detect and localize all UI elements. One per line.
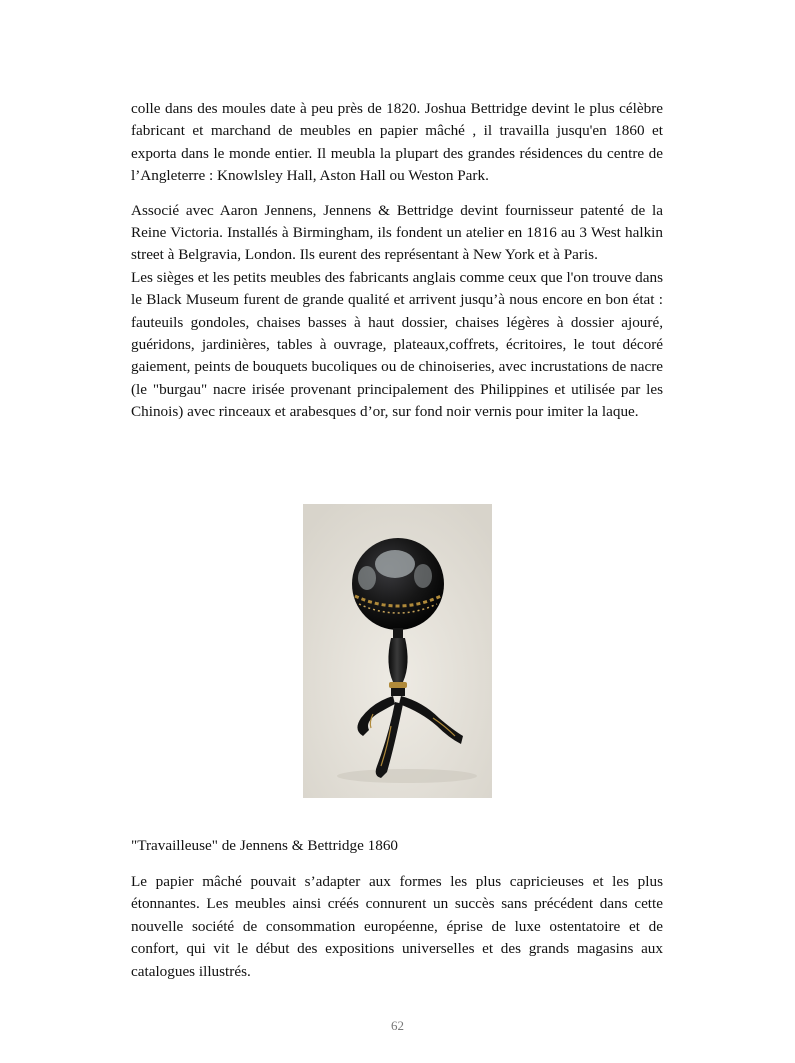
main-text bbox=[131, 98, 663, 424]
paragraph-1: colle dans des moules date à peu près de 1820. Joshua Bettridge devint le plus célèbre fabricant et marchand de meubles en papier mâché , il travailla jusqu'en 1860 et exporta dans le monde entier. Il meubla la plupart des grandes résidences du centre de l’Angleterre : Knowlsley Hall, Aston Hall ou Weston Park. bbox=[131, 100, 663, 185]
page-number: 62 bbox=[391, 1018, 404, 1033]
paragraph-3: Les sièges et les petits meubles des fabricants anglais comme ceux que l'on trouve dans le Black Museum furent de grande qualité et arrivent jusqu’à nous encore en bon état : fauteuils gondoles, chaises basses à haut dossier, chaises légères à dossier ajouré, guéridons, jardinières, tables à ouvrage, plateaux,coffrets, écritoires, le tout décoré gaiement, peints de bouquets bucoliques ou de chinoiseries, avec incrustations de nacre (le "burgau" nacre irisée provenant principalement des Philippines et utilisée par les Chinois) avec rinceaux et arabesques d’or, sur fond noir vernis pour imiter la laque. bbox=[131, 268, 663, 421]
paragraph-2: Associé avec Aaron Jennens, Jennens & Bettridge devint fournisseur patenté de la Reine Victoria. Installés à Birmingham, ils fondent un atelier en 1816 au 3 West halkin street à Belgravia, London. Ils eurent des représentant à New York et à Paris. bbox=[131, 201, 663, 264]
photo-travailleuse bbox=[303, 504, 492, 798]
figure-caption: "Travailleuse" de Jennens & Bettridge 1860 bbox=[131, 837, 399, 854]
closing-text bbox=[131, 871, 663, 983]
paragraph-4: Le papier mâché pouvait s’adapter aux formes les plus capricieuses et les plus étonnantes. Les meubles ainsi créés connurent un succès sans précédent dans cette nouvelle société de consommation européenne, éprise de luxe ostentatoire et de confort, qui vit le début des expositions universelles et des grands magasins aux catalogues illustrés. bbox=[131, 873, 663, 980]
